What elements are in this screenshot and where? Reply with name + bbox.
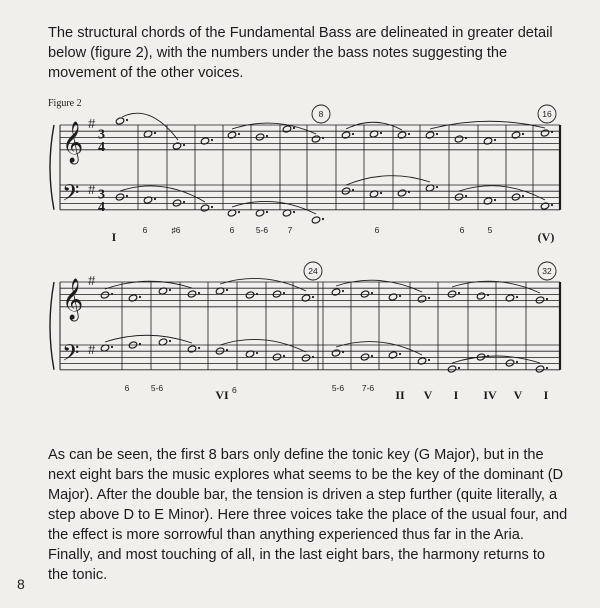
augmentation-dot — [126, 119, 128, 121]
figured-bass: 7-6 — [361, 383, 375, 393]
augmentation-dot — [322, 137, 324, 139]
note-head — [397, 131, 407, 139]
augmentation-dot — [522, 195, 524, 197]
augmentation-dot — [465, 137, 467, 139]
slur — [346, 122, 402, 130]
augmentation-dot — [494, 199, 496, 201]
augmentation-dot — [371, 355, 373, 357]
roman-numeral: I — [111, 230, 117, 244]
note-head — [540, 129, 550, 137]
augmentation-dot — [428, 359, 430, 361]
note-head — [540, 202, 550, 210]
note-head — [425, 131, 435, 139]
augmentation-dot — [458, 367, 460, 369]
note-head — [397, 189, 407, 197]
augmentation-dot — [399, 295, 401, 297]
augmentation-dot — [399, 353, 401, 355]
augmentation-dot — [408, 191, 410, 193]
note-head — [172, 199, 182, 207]
augmentation-dot — [342, 351, 344, 353]
note-head — [331, 349, 341, 357]
note-head — [311, 135, 321, 143]
augmentation-dot — [465, 195, 467, 197]
augmentation-dot — [458, 292, 460, 294]
body-paragraph: As can be seen, the first 8 bars only define the tonic key (G Major), but in the next eight bars the music explores what seems to be the key of the dominant (D Major). After the double bar, the tension is driven a step further (quite literally, a step above D to E Minor). Here three voices take the place of the usual four, and the effect is more sorrowful than anything experienced thus far in the Aria. Finally, and most touching of all, in the last eight bars, the harmony returns to the tonic. — [48, 447, 568, 583]
augmentation-dot — [126, 195, 128, 197]
figured-bass: 6 — [142, 225, 148, 235]
key-signature-sharp: # — [88, 273, 96, 288]
note-head — [535, 296, 545, 304]
augmentation-dot — [342, 290, 344, 292]
augmentation-dot — [169, 340, 171, 342]
system2-annotations — [125, 262, 556, 402]
augmentation-dot — [256, 293, 258, 295]
figured-bass: 6 — [459, 225, 465, 235]
roman-numeral: II — [395, 388, 405, 402]
augmentation-dot — [283, 292, 285, 294]
augmentation-dot — [226, 289, 228, 291]
augmentation-dot — [256, 352, 258, 354]
augmentation-dot — [380, 132, 382, 134]
note-head — [282, 125, 292, 133]
note-head — [227, 131, 237, 139]
augmentation-dot — [198, 292, 200, 294]
bar-marker-32: 32 — [542, 266, 552, 276]
system-brace — [50, 282, 54, 370]
augmentation-dot — [198, 347, 200, 349]
slur — [459, 186, 545, 200]
augmentation-dot — [183, 144, 185, 146]
note-head — [417, 295, 427, 303]
roman-numeral: V — [423, 388, 433, 402]
time-signature-bottom: 4 — [98, 199, 105, 215]
augmentation-dot — [380, 192, 382, 194]
augmentation-dot — [487, 294, 489, 296]
note-head — [115, 117, 125, 125]
note-head — [341, 131, 351, 139]
augmentation-dot — [408, 133, 410, 135]
augmentation-dot — [436, 186, 438, 188]
system-brace — [50, 125, 54, 210]
treble-clef-icon: 𝄞 — [62, 121, 84, 163]
figured-bass: 7 — [287, 225, 293, 235]
treble-clef-icon: 𝄞 — [62, 278, 84, 320]
figured-bass: 6 — [229, 225, 235, 235]
roman-numeral: VI — [215, 388, 229, 402]
augmentation-dot — [111, 293, 113, 295]
note-head — [331, 288, 341, 296]
slur — [346, 176, 430, 185]
augmentation-dot — [293, 127, 295, 129]
augmentation-dot — [312, 356, 314, 358]
augmentation-dot — [283, 355, 285, 357]
note-head — [187, 345, 197, 353]
page-number: 8 — [17, 576, 25, 592]
augmentation-dot — [183, 201, 185, 203]
figured-bass: 5-6 — [255, 225, 269, 235]
roman-numeral: I — [543, 388, 549, 402]
intro-paragraph: The structural chords of the Fundamental Bass are delineated in greater detail below (figure 2), with the numbers under the bass notes suggesting the movement of the other voices. — [48, 25, 553, 81]
note-head — [505, 359, 515, 367]
augmentation-dot — [266, 135, 268, 137]
augmentation-dot — [139, 296, 141, 298]
note-head — [172, 142, 182, 150]
time-signature-top: 3 — [98, 127, 105, 143]
bar-marker-16: 16 — [542, 109, 552, 119]
roman-numeral: I — [453, 388, 459, 402]
note-head — [447, 365, 457, 373]
augmentation-dot — [266, 211, 268, 213]
note-head — [311, 216, 321, 224]
augmentation-dot — [169, 289, 171, 291]
augmentation-dot — [312, 296, 314, 298]
augmentation-dot — [516, 296, 518, 298]
note-head — [454, 135, 464, 143]
augmentation-dot — [238, 133, 240, 135]
figured-bass: 5-6 — [150, 383, 164, 393]
augmentation-dot — [154, 132, 156, 134]
bar-marker-8: 8 — [318, 109, 324, 119]
augmentation-dot — [428, 297, 430, 299]
note-head — [476, 292, 486, 300]
augmentation-dot — [211, 206, 213, 208]
roman-numeral: V — [513, 388, 523, 402]
key-signature-sharp: # — [88, 342, 96, 358]
augmentation-dot — [522, 133, 524, 135]
bass-clef-icon: 𝄢 — [62, 180, 80, 212]
augmentation-dot — [226, 349, 228, 351]
figured-bass: 5 — [487, 225, 493, 235]
note-head — [388, 351, 398, 359]
system1-annotations — [112, 105, 556, 244]
augmentation-dot — [551, 204, 553, 206]
note-head — [200, 204, 210, 212]
augmentation-dot — [211, 139, 213, 141]
slur — [105, 335, 192, 343]
slur — [120, 186, 205, 202]
figure-label: Figure 2 — [48, 98, 82, 109]
time-signature-top: 3 — [98, 187, 105, 203]
time-signature-bottom: 4 — [98, 139, 105, 155]
augmentation-dot — [139, 343, 141, 345]
roman-numeral: (V) — [537, 230, 555, 244]
augmentation-dot — [371, 292, 373, 294]
augmentation-dot — [494, 139, 496, 141]
augmentation-dot — [436, 133, 438, 135]
augmentation-dot — [551, 131, 553, 133]
note-head — [301, 354, 311, 362]
figured-bass: 6 — [232, 385, 237, 395]
augmentation-dot — [238, 211, 240, 213]
augmentation-dot — [111, 346, 113, 348]
roman-numeral: IV — [483, 388, 497, 402]
figured-bass: 6 — [374, 225, 380, 235]
augmentation-dot — [154, 198, 156, 200]
note-head — [535, 365, 545, 373]
augmentation-dot — [546, 367, 548, 369]
figured-bass: 5-6 — [331, 383, 345, 393]
figured-bass: 6 — [124, 383, 130, 393]
augmentation-dot — [293, 211, 295, 213]
augmentation-dot — [516, 361, 518, 363]
augmentation-dot — [352, 189, 354, 191]
bass-clef-icon: 𝄢 — [62, 340, 80, 372]
augmentation-dot — [352, 133, 354, 135]
bar-marker-24: 24 — [308, 266, 318, 276]
augmentation-dot — [546, 298, 548, 300]
figured-bass: ♯6 — [171, 225, 181, 235]
key-signature-sharp: # — [88, 182, 96, 198]
note-head — [245, 291, 255, 299]
note-head — [100, 291, 110, 299]
key-signature-sharp: # — [88, 116, 96, 131]
note-head — [511, 131, 521, 139]
augmentation-dot — [322, 218, 324, 220]
